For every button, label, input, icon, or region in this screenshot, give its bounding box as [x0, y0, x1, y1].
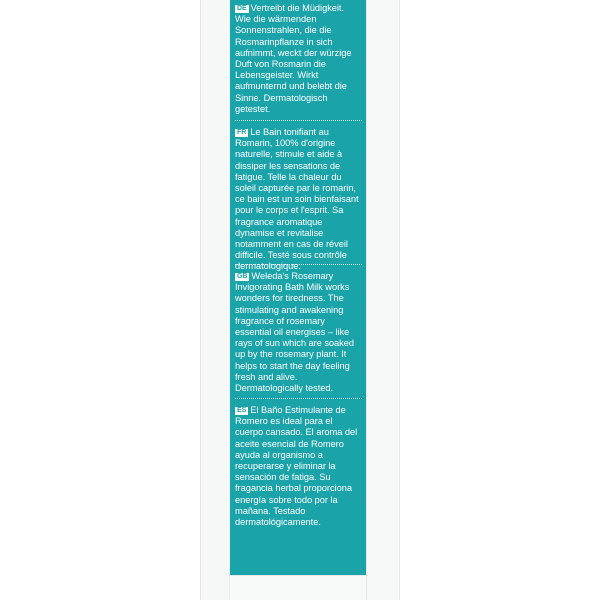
section-de: [235, 3, 362, 115]
divider: [235, 120, 362, 121]
bottom-fold-strip: [230, 575, 366, 600]
left-glue-flap: [200, 0, 230, 600]
section-gb: [235, 271, 362, 394]
section-es-text: El Baño Estimulante de Romero es ideal para el cuerpo cansado. El aroma del aceite esencial de Romero ayuda al organismo a recuperarse y eliminar la sensación de fatiga. Su fragancia herbal proporciona energía sobre todo por la mañana. Testado dermatológicamente.: [235, 405, 358, 528]
section-fr: [235, 127, 362, 273]
right-side-flap: [366, 0, 400, 600]
lang-badge-de: DE: [237, 5, 247, 12]
divider: [235, 264, 362, 265]
section-de-text: Vertreibt die Müdigkeit. Wie die wärmenden Sonnenstrahlen, die die Rosmarinpflanze in sich aufnimmt, weckt der würzige Duft von Rosmarin die Lebensgeister. Wirkt aufmunternd und belebt die Sinne. Dermatologisch getestet.: [235, 3, 352, 114]
lang-badge-gb: GB: [237, 273, 248, 280]
lang-badge-fr: FR: [237, 129, 247, 136]
divider: [235, 398, 362, 399]
lang-badge-es: ES: [237, 407, 247, 414]
section-gb-text: Weleda's Rosemary Invigorating Bath Milk works wonders for tiredness. The stimulating and awakening fragrance of rosemary essential oil energises – like rays of sun which are soaked up by the rosemary plant. It helps to start the day feeling fresh and alive. Dermatologically tested.: [235, 271, 355, 394]
section-fr-text: Le Bain tonifiant au Romarin, 100% d'origine naturelle, stimule et aide à dissiper les sensations de fatigue. Telle la chaleur du soleil capturée par le romarin, ce bain est un soin bienfaisant pour le corps et l'esprit. Sa fragrance aromatique dynamise et revitalise notamment en cas de réveil difficile. Testé sous contrôle dermatologique.: [235, 127, 359, 272]
section-es: [235, 405, 362, 528]
teal-text-panel: [230, 0, 366, 575]
